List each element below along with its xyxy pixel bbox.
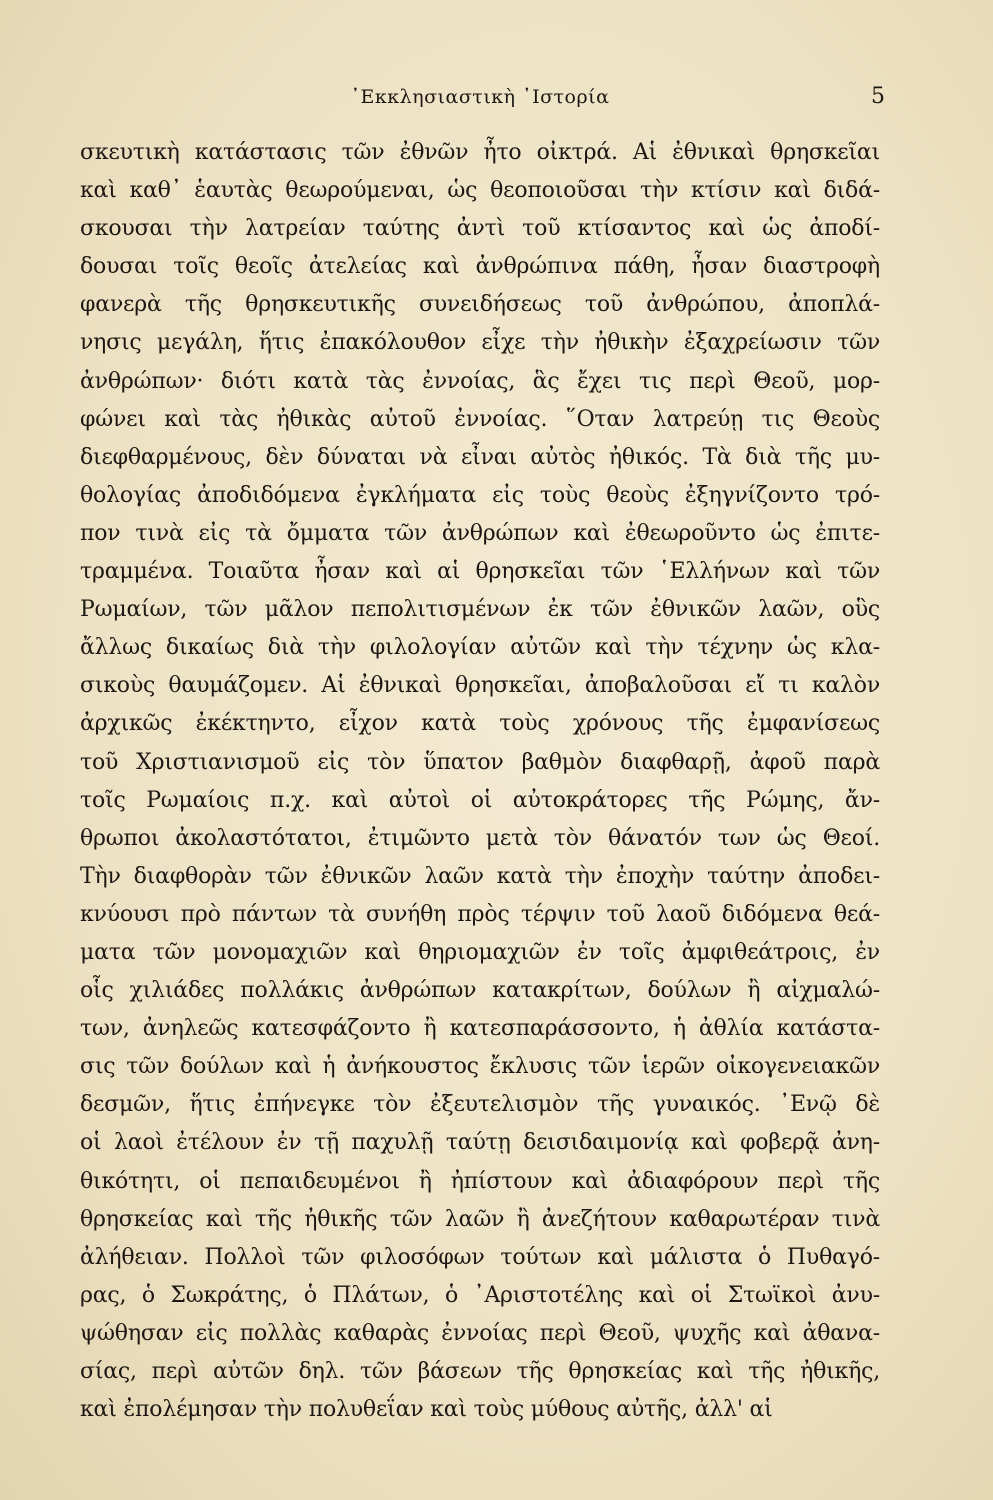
text-line: Τὴν διαφθορὰν τῶν ἐθνικῶν λαῶν κατὰ τὴν ἐποχὴν ταύτην ἀποδει- [80, 863, 880, 889]
text-line: πον τινὰ εἰς τὰ ὄμματα τῶν ἀνθρώπων καὶ ἐθεωροῦντο ὡς ἐπιτε- [80, 520, 880, 546]
text-line: οἷς χιλιάδες πολλάκις ἀνθρώπων κατακρίτων, δούλων ἢ αἰχμαλώ- [80, 978, 880, 1004]
text-line: διεφθαρμένους, δὲν δύναται νὰ εἶναι αὐτὸς ἠθικός. Τὰ διὰ τῆς μυ- [80, 444, 880, 470]
text-line: ρας, ὁ Σωκράτης, ὁ Πλάτων, ὁ ᾿Αριστοτέλης καὶ οἱ Στωϊκοὶ ἀνυ- [80, 1282, 880, 1308]
text-line: σίας, περὶ αὐτῶν δηλ. τῶν βάσεων τῆς θρησκείας καὶ τῆς ἠθικῆς, [80, 1359, 880, 1384]
text-line: θρησκείας καὶ τῆς ἠθικῆς τῶν λαῶν ἢ ἀνεζήτουν καθαρωτέραν τινὰ [80, 1206, 880, 1232]
text-line: νησις μεγάλη, ἥτις ἐπακόλουθον εἶχε τὴν ἠθικὴν ἐξαχρείωσιν τῶν [80, 330, 880, 356]
text-line: οἱ λαοὶ ἐτέλουν ἐν τῇ παχυλῇ ταύτῃ δεισιδαιμονίᾳ καὶ φοβερᾷ ἀνη- [80, 1130, 880, 1156]
text-line: τοῦ Χριστιανισμοῦ εἰς τὸν ὕπατον βαθμὸν διαφθαρῇ, ἀφοῦ παρὰ [80, 749, 880, 775]
text-line: καὶ καθ᾿ ἑαυτὰς θεωρούμεναι, ὡς θεοποιοῦσαι τὴν κτίσιν καὶ διδά- [80, 178, 880, 204]
text-line: τοῖς Ρωμαίοις π.χ. καὶ αὐτοὶ οἱ αὐτοκράτορες τῆς Ρώμης, ἄν- [80, 787, 880, 813]
text-line: ψώθησαν εἰς πολλὰς καθαρὰς ἐννοίας περὶ Θεοῦ, ψυχῆς καὶ ἀθανα- [80, 1320, 880, 1346]
text-line: σις τῶν δούλων καὶ ἡ ἀνήκουστος ἔκλυσις τῶν ἱερῶν οἰκογενειακῶν [80, 1054, 880, 1080]
text-line: Ρωμαίων, τῶν μᾶλον πεπολιτισμένων ἐκ τῶν ἐθνικῶν λαῶν, οὓς [80, 597, 880, 623]
text-line: κνύουσι πρὸ πάντων τὰ συνήθη πρὸς τέρψιν τοῦ λαοῦ διδόμενα θεά- [80, 901, 880, 927]
text-line: των, ἀνηλεῶς κατεσφάζοντο ἢ κατεσπαράσσοντο, ἡ ἀθλία κατάστα- [80, 1016, 880, 1042]
body-text [80, 134, 880, 1429]
text-line: σκουσαι τὴν λατρείαν ταύτης ἀντὶ τοῦ κτίσαντος καὶ ὡς ἀποδί- [80, 216, 880, 242]
text-line: θρωποι ἀκολαστότατοι, ἐτιμῶντο μετὰ τὸν θάνατόν των ὡς Θεοί. [80, 825, 880, 851]
text-line: δεσμῶν, ἥτις ἐπήνεγκε τὸν ἐξευτελισμὸν τῆς γυναικός. ᾿Ενῷ δὲ [80, 1092, 880, 1118]
text-line: θικότητι, οἱ πεπαιδευμένοι ἢ ἠπίστουν καὶ ἀδιαφόρουν περὶ τῆς [80, 1168, 880, 1194]
text-line: δουσαι τοῖς θεοῖς ἀτελείας καὶ ἀνθρώπινα πάθη, ἦσαν διαστροφὴ [80, 254, 880, 280]
text-line: θολογίας ἀποδιδόμενα ἐγκλήματα εἰς τοὺς θεοὺς ἐξηγνίζοντο τρό- [80, 482, 880, 508]
text-line: φανερὰ τῆς θρησκευτικῆς συνειδήσεως τοῦ ἀνθρώπου, ἀποπλά- [80, 292, 880, 318]
text-line: ἀνθρώπων· διότι κατὰ τὰς ἐννοίας, ἃς ἔχει τις περὶ Θεοῦ, μορ- [80, 368, 880, 394]
text-line: τραμμένα. Τοιαῦτα ἦσαν καὶ αἱ θρησκεῖαι τῶν ῾Ελλήνων καὶ τῶν [80, 559, 880, 585]
text-line: σικοὺς θαυμάζομεν. Αἱ ἐθνικαὶ θρησκεῖαι, ἀποβαλοῦσαι εἴ τι καλὸν [80, 673, 880, 699]
text-line: ἄλλως δικαίως διὰ τὴν φιλολογίαν αὐτῶν καὶ τὴν τέχνην ὡς κλα- [80, 635, 880, 661]
page-header [80, 82, 885, 114]
page-number: 5 [871, 84, 885, 109]
text-line: ματα τῶν μονομαχιῶν καὶ θηριομαχιῶν ἐν τοῖς ἀμφιθεάτροις, ἐν [80, 939, 880, 965]
running-title: ᾿Εκκλησιαστικὴ ῾Ιστορία [350, 86, 610, 108]
text-line: ἀρχικῶς ἐκέκτηντο, εἶχον κατὰ τοὺς χρόνους τῆς ἐμφανίσεως [80, 711, 880, 737]
text-line: σκευτικὴ κατάστασις τῶν ἐθνῶν ἦτο οἰκτρά. Αἱ ἐθνικαὶ θρησκεῖαι [80, 140, 880, 165]
text-line: φώνει καὶ τὰς ἠθικὰς αὐτοῦ ἐννοίας. ῞Οταν λατρεύῃ τις Θεοὺς [80, 406, 880, 432]
text-line: καὶ ἐπολέμησαν τὴν πολυθεΐαν καὶ τοὺς μύθους αὐτῆς, ἀλλ' αἱ [80, 1397, 773, 1423]
text-line: ἀλήθειαν. Πολλοὶ τῶν φιλοσόφων τούτων καὶ μάλιστα ὁ Πυθαγό- [80, 1244, 880, 1270]
